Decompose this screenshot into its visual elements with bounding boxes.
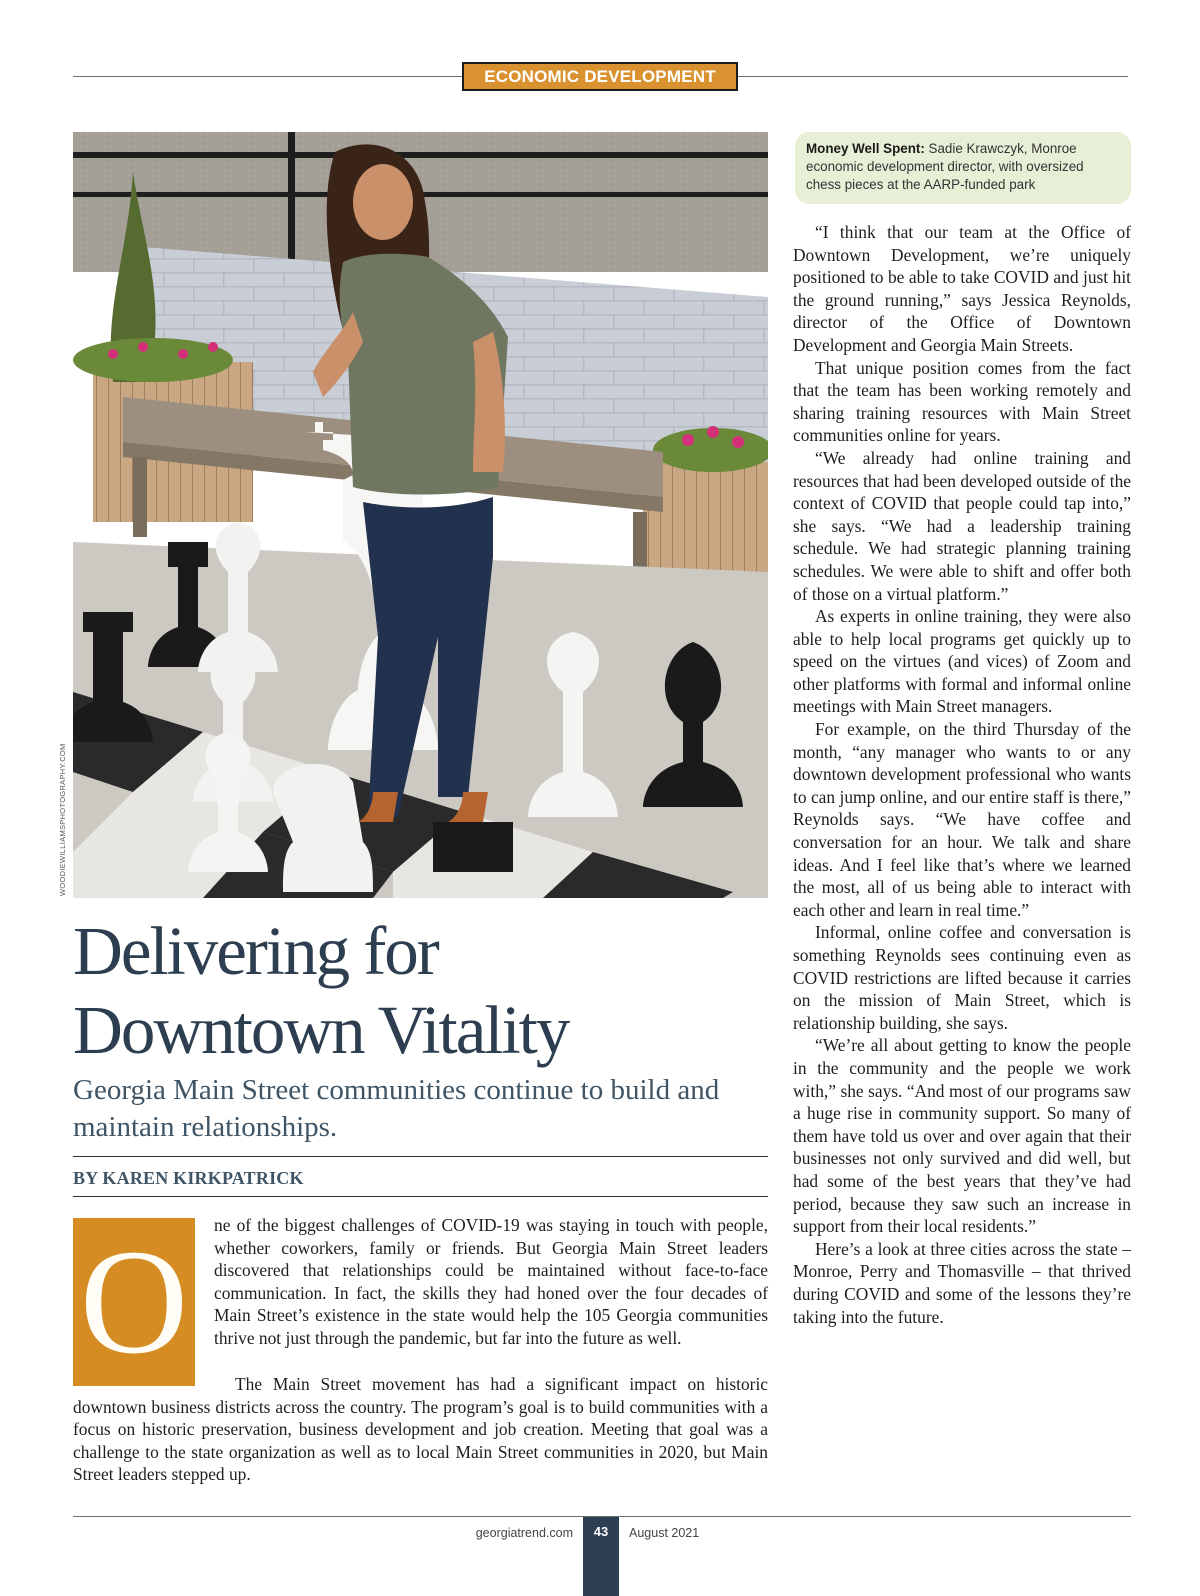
- headline-line-2: Downtown Vitality: [73, 992, 569, 1068]
- lead-paragraph-text: ne of the biggest challenges of COVID-19 was staying in touch with people, whether coworkers, family or friends. But Georgia Main Street leaders discovered that relationships could be maintained without face-to-face communication. In fact, the skills they had honed over the four decades of Main Street’s existence in the state would help the 105 Georgia communities thrive not just through the pandemic, but far into the future as well.: [214, 1215, 768, 1348]
- photo-caption: [795, 132, 1131, 204]
- footer-site: georgiatrend.com: [475, 1526, 573, 1540]
- byline: BY KAREN KIRKPATRICK: [73, 1168, 304, 1188]
- feature-photo: [73, 132, 768, 898]
- section-label: ECONOMIC DEVELOPMENT: [462, 62, 738, 91]
- drop-cap: O: [73, 1218, 195, 1386]
- right-paragraph: “We’re all about getting to know the people in the community and the people we work with,” she says. “And most of our programs saw a huge rise in community support. So many of them have told us over and over again that their businesses not only survived and did well, but had some of the best years that they’ve had period, because they saw such an increase in support from their local residents.”: [793, 1035, 1131, 1237]
- deck: Georgia Main Street communities continue to build and maintain relationships.: [73, 1074, 720, 1143]
- second-paragraph: [73, 1373, 768, 1486]
- right-paragraph: That unique position comes from the fact that the team has been working remotely and sharing training resources with Main Street communities online for years.: [793, 357, 1131, 446]
- byline-rule-top: [73, 1156, 768, 1157]
- right-paragraph: “We already had online training and resources that had been developed outside of the context of COVID that people could tap into,” she says. “We had a leadership training schedule. We had strategic planning training schedules. We were able to shift and offer both of those on a virtual platform.”: [793, 447, 1131, 604]
- right-paragraph: Informal, online coffee and conversation is something Reynolds sees continuing even as COVID restrictions are lifted because it carries on the mission of Main Street, which is relationship building, she says.: [793, 922, 1131, 1033]
- right-paragraph: “I think that our team at the Office of Downtown Development, we’re uniquely positioned to be able to take COVID and just hit the ground running,” says Jessica Reynolds, director of the Office of Downtown Development and Georgia Main Streets.: [793, 222, 1131, 355]
- headline-line-1: Delivering for: [73, 913, 438, 989]
- right-paragraph: Here’s a look at three cities across the state – Monroe, Perry and Thomasville – that thrived during COVID and some of the lessons they’re taking into the future.: [793, 1238, 1131, 1327]
- right-column: [793, 221, 1131, 1328]
- right-paragraph: As experts in online training, they were also able to help local programs get quickly up to speed on the virtues (and vices) of Zoom and other platforms with formal and informal online meetings with Main Street managers.: [793, 606, 1131, 717]
- lead-paragraph: [214, 1214, 768, 1350]
- byline-rule-bottom: [73, 1196, 768, 1197]
- second-paragraph-text: The Main Street movement has had a significant impact on historic downtown business districts across the country. The program’s goal is to build communities with a focus on historic preservation, business development and job creation. Meeting that goal was a challenge to the state organization as well as to local Main Street communities in 2020, but Main Street leaders stepped up.: [73, 1374, 768, 1485]
- page-number: 43: [593, 1524, 609, 1539]
- caption-lead: Money Well Spent:: [806, 141, 925, 156]
- caption-text: Sadie Krawczyk, Monroe economic development director, with oversized chess pieces at the AARP-funded park: [806, 141, 1084, 192]
- right-paragraph: For example, on the third Thursday of the month, “any manager who wants to or any downtown development professional who wants to can jump online, and our entire staff is there,” Reynolds says. “We have coffee and conversation for an hour. We talk and share ideas. And I feel like that’s where we learned the most, all of us being able to interact with each other and learn in real time.”: [793, 719, 1131, 920]
- photo-credit: WOODIEWILLIAMSPHOTOGRAPHY.COM: [58, 743, 67, 896]
- headline: [73, 912, 763, 1070]
- footer-issue: August 2021: [629, 1526, 700, 1540]
